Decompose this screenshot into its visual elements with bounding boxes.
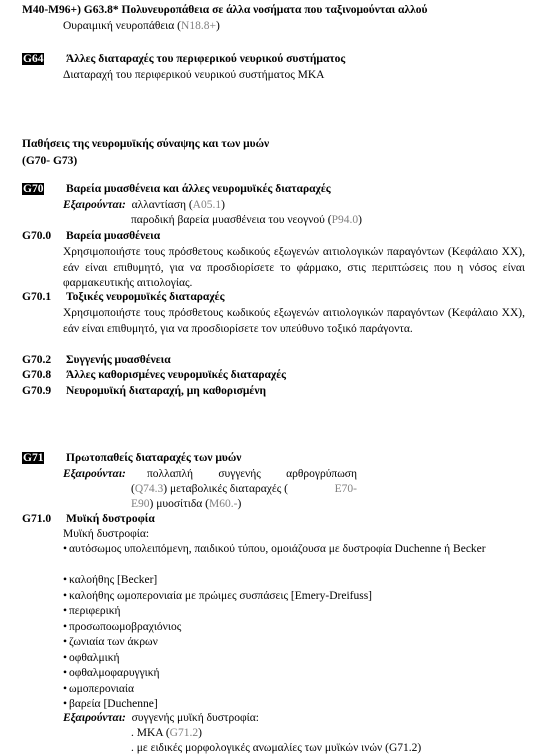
list-item-text: καλοήθης [Becker] [69, 574, 158, 586]
exclusion-text: συγγενής μυϊκή δυστροφία: [131, 712, 259, 724]
list-item [63, 635, 525, 651]
bullet-icon: • [63, 621, 68, 633]
paren: ) [215, 20, 220, 32]
bullet-icon: • [63, 636, 68, 648]
exclusion-text: ) μεταβολικές διαταραχές ( [163, 483, 288, 495]
exclusion-row-1 [63, 198, 225, 212]
code-title-g71-0: Μυϊκή δυστροφία [66, 513, 155, 525]
code-title-g71: Πρωτοπαθείς διαταραχές των μυών [66, 452, 242, 464]
code-title-g64: Άλλες διαταραχές του περιφερικού νευρικού συστήματος [66, 53, 346, 65]
exclusion-text: πολλαπλή συγγενής αρθρογρύπωση [147, 468, 357, 480]
code-g70: G70 [23, 183, 44, 195]
exclusion-row-3 [131, 497, 241, 511]
code-g71: G71 [23, 452, 44, 464]
list-item [63, 651, 525, 667]
code-g70-0: G70.0 [22, 230, 52, 242]
paren: ( [131, 483, 135, 495]
list-item [63, 573, 525, 589]
bullet-icon: • [63, 590, 68, 602]
paren: ) [358, 214, 362, 226]
exclusion-label-row [63, 467, 126, 481]
code-row-g64 [22, 52, 44, 66]
exclusion-text: . ΜΚΑ ( [131, 727, 170, 739]
list-item [63, 666, 525, 682]
list-item-text: ωμοπερονιαία [69, 683, 135, 695]
ref-prefix: M40-M96+) [22, 4, 81, 16]
description-g70-1: Χρησιμοποιήστε τους πρόσθετους κωδικούς εξωγενών αιτιολογικών παραγόντων (Κεφάλαιο XX), εάν είναι επιθυμητό, για να προσδιορίσετε τον υπεύθυνο τοξικό παράγοντα. [63, 307, 525, 335]
bullet-icon: • [63, 574, 68, 586]
exclusion-text: ) μυοσίτιδα ( [149, 498, 210, 510]
list-item [63, 604, 525, 620]
code-g70-1: G70.1 [22, 291, 52, 303]
code-row-g70 [22, 182, 44, 196]
bullet-icon: • [63, 683, 68, 695]
list-item-text: περιφερική [69, 605, 121, 617]
code-g63-8: G63.8* [83, 4, 119, 16]
code-g70-8: G70.8 [22, 369, 52, 381]
cross-ref[interactable]: G71.2 [169, 727, 199, 739]
exclusion-row-g71-0 [63, 711, 259, 725]
code-title-g70-2: Συγγενής μυασθένεια [66, 354, 171, 366]
bullet-icon: • [63, 605, 68, 617]
subtype-intro: Μυϊκή δυστροφία: [63, 528, 150, 540]
inclusion-text: Ουραιμική νευροπάθεια ( [63, 20, 182, 32]
exclusion-label: Εξαιρούνται: [63, 712, 126, 724]
code-title-g70-0: Βαρεία μυασθένεια [66, 230, 161, 242]
inclusion-line [63, 19, 220, 33]
exclusion-row-2 [131, 482, 357, 496]
bullet-icon: • [63, 698, 68, 710]
code-g71-0: G71.0 [22, 513, 52, 525]
cross-ref[interactable]: N18.8+ [181, 20, 216, 32]
bullet-icon: • [63, 652, 68, 664]
list-item [63, 589, 525, 605]
cross-ref[interactable]: Q74.3 [134, 483, 164, 495]
code-g64: G64 [23, 53, 44, 65]
list-item-text: βαρεία [Duchenne] [69, 698, 158, 710]
continuation-line [22, 3, 428, 17]
exclusion-sub-2: . με ειδικές μορφολογικές ανωμαλίες των μυϊκών ινών (G71.2) [131, 742, 422, 754]
cross-ref[interactable]: M60.- [209, 498, 238, 510]
cross-ref[interactable]: E70- [334, 483, 357, 495]
code-title-g70-8: Άλλες καθορισμένες νευρομυϊκές διαταραχές [66, 369, 286, 381]
paren: ) [221, 199, 225, 211]
cross-ref[interactable]: E90 [131, 498, 150, 510]
code-title-g70-1: Τοξικές νευρομυϊκές διαταραχές [66, 291, 225, 303]
code-title: Πολυνευροπάθεια σε άλλα νοσήματα που ταξινομούνται αλλού [121, 4, 428, 16]
section-title: Παθήσεις της νευρομυϊκής σύναψης και των μυών [22, 138, 270, 150]
code-g70-9: G70.9 [22, 385, 52, 397]
list-item-text: καλοήθης ωμοπερονιαία με πρώιμες συσπάσεις [Emery-Dreifuss] [69, 590, 373, 602]
list-item-text: οφθαλμική [69, 652, 120, 664]
exclusion-sub-1 [131, 726, 202, 740]
list-item-text: προσωποωμοβραχιόνιος [69, 621, 182, 633]
code-title-g70: Βαρεία μυασθένεια και άλλες νευρομυϊκές διαταραχές [66, 183, 331, 195]
code-title-g70-9: Νευρομυϊκή διαταραχή, μη καθορισμένη [66, 385, 266, 397]
description-g64: Διαταραχή του περιφερικού νευρικού συστήματος ΜΚΑ [63, 69, 325, 81]
description-g70-0: Χρησιμοποιήστε τους πρόσθετους κωδικούς εξωγενών αιτιολογικών παραγόντων (Κεφάλαιο XX), εάν είναι επιθυμητό, για να προσδιορίσετε το φάρμακο, στις περιπτώσεις που η νόσος είναι φαρμακευτικής αιτιολογίας. [63, 246, 525, 290]
list-item-text: ζωνιαία των άκρων [69, 636, 158, 648]
paren: ) [198, 727, 202, 739]
exclusion-text: παροδική βαρεία μυασθένεια του νεογνού ( [131, 214, 332, 226]
exclusion-text: αλλαντίαση ( [131, 199, 193, 211]
list-item [63, 542, 525, 558]
list-item-text: αυτόσωμος υπολειπόμενη, παιδικού τύπου, ομοιάζουσα με δυστροφία Duchenne ή Becker [69, 543, 486, 555]
section-range: (G70- G73) [22, 155, 78, 167]
paren: ) [237, 498, 242, 510]
exclusion-row-2 [131, 213, 362, 227]
list-item-text: οφθαλμοφαρυγγική [69, 667, 160, 679]
code-row-g71 [22, 451, 44, 465]
cross-ref[interactable]: A05.1 [192, 199, 222, 211]
exclusion-label: Εξαιρούνται: [63, 199, 126, 211]
exclusion-label: Εξαιρούνται: [63, 468, 126, 480]
list-item [63, 682, 525, 698]
bullet-icon: • [63, 667, 68, 679]
cross-ref[interactable]: P94.0 [331, 214, 359, 226]
bullet-icon: • [63, 543, 68, 555]
code-g70-2: G70.2 [22, 354, 52, 366]
list-item [63, 620, 525, 636]
